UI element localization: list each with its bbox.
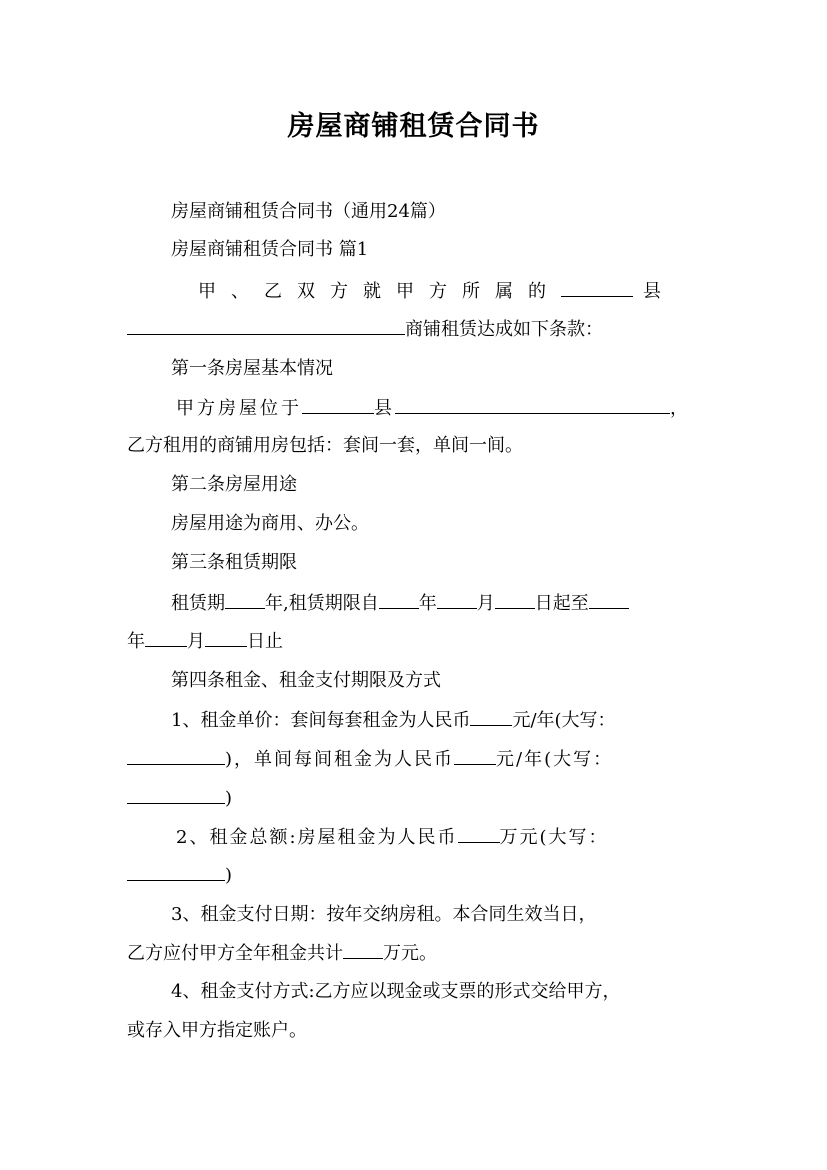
payment-unit-text: 万元。 — [383, 943, 437, 964]
blank-field — [395, 395, 670, 414]
rooms-line — [127, 433, 701, 459]
lease-term-line-1 — [171, 590, 701, 617]
rent-total-unit-text: 万元(大写： — [499, 827, 609, 848]
county-text: 县 — [374, 398, 395, 419]
rent-total-line-1 — [176, 824, 701, 851]
contract-heading — [171, 199, 701, 225]
blank-field — [127, 316, 405, 335]
term-end-text: 日止 — [247, 631, 283, 652]
intro-line-1 — [198, 278, 701, 305]
section-heading-text: 房屋商铺租赁合同书 篇1 — [171, 239, 369, 260]
rent-price-line-2 — [127, 746, 701, 773]
blank-field — [205, 628, 247, 647]
blank-field — [437, 590, 477, 609]
payment-method-line-2 — [127, 1018, 701, 1044]
section-heading — [171, 237, 701, 263]
rent-text: 1、租金单价：套间每套租金为人民币 — [171, 710, 471, 731]
document-title: 房屋商铺租赁合同书 — [287, 111, 540, 142]
blank-field — [127, 862, 225, 881]
term-text: 日起至 — [534, 593, 589, 614]
location-line — [176, 395, 711, 422]
blank-field — [225, 590, 265, 609]
article-3-heading — [171, 550, 701, 576]
blank-field — [454, 746, 496, 765]
usage-text: 房屋用途为商用、办公。 — [171, 513, 369, 534]
payment-method-text: 4、租金支付方式:乙方应以现金或支票的形式交给甲方， — [171, 981, 621, 1002]
lease-term-line-2 — [127, 628, 701, 655]
year-text: 年 — [127, 631, 145, 652]
blank-field — [589, 590, 629, 609]
payment-method-line-1 — [171, 979, 701, 1005]
article-heading-text: 第四条租金、租金支付期限及方式 — [171, 670, 441, 691]
month-text: 月 — [476, 593, 495, 614]
payment-date-line-2 — [127, 940, 701, 967]
intro-text: 甲、乙双方就甲方所属的 — [198, 281, 561, 302]
article-2-heading — [171, 472, 701, 498]
rent-total-line-2 — [127, 862, 701, 889]
payment-date-text: 3、租金支付日期：按年交纳房租。本合同生效当日， — [171, 904, 597, 925]
article-heading-text: 第一条房屋基本情况 — [171, 358, 333, 379]
rent-price-line-1 — [171, 707, 701, 734]
year-text: 年 — [418, 593, 437, 614]
paren-text: ) — [225, 788, 233, 809]
blank-field — [127, 746, 225, 765]
blank-field — [343, 940, 383, 959]
blank-field — [127, 785, 225, 804]
blank-field — [145, 628, 187, 647]
rent-unit-text: 元/年(大写： — [512, 710, 616, 731]
term-text: 年,租赁期限自 — [265, 593, 379, 614]
rent-total-text: 2、租金总额:房屋租金为人民币 — [176, 827, 458, 848]
payment-method-text: 或存入甲方指定账户。 — [127, 1020, 307, 1041]
payment-date-line-1 — [171, 902, 701, 928]
rent-unit-text: 元/年(大写： — [496, 749, 614, 770]
blank-field — [470, 707, 512, 726]
article-4-heading — [171, 668, 701, 694]
paren-text: ) — [225, 865, 233, 886]
blank-field — [561, 278, 633, 297]
intro-line-2 — [127, 316, 701, 343]
term-text: 租赁期 — [171, 593, 225, 614]
blank-field — [495, 590, 535, 609]
payment-date-text: 乙方应付甲方全年租金共计 — [127, 943, 343, 964]
blank-field — [458, 824, 500, 843]
location-text: 甲方房屋位于 — [176, 398, 302, 419]
heading-text: 房屋商铺租赁合同书（通用24篇） — [171, 201, 446, 222]
article-1-heading — [171, 356, 701, 382]
usage-line — [171, 511, 701, 537]
rooms-text: 乙方租用的商铺用房包括：套间一套，单间一间。 — [127, 435, 523, 456]
comma-text: ， — [670, 398, 691, 419]
blank-field — [379, 590, 419, 609]
county-text: 县 — [643, 281, 676, 302]
article-heading-text: 第二条房屋用途 — [171, 474, 297, 495]
month-text: 月 — [187, 631, 205, 652]
rent-price-line-3 — [127, 785, 701, 812]
article-heading-text: 第三条租赁期限 — [171, 552, 297, 573]
intro-end-text: 商铺租赁达成如下条款： — [405, 319, 603, 340]
blank-field — [302, 395, 374, 414]
rent-text: )，单间每间租金为人民币 — [225, 749, 455, 770]
